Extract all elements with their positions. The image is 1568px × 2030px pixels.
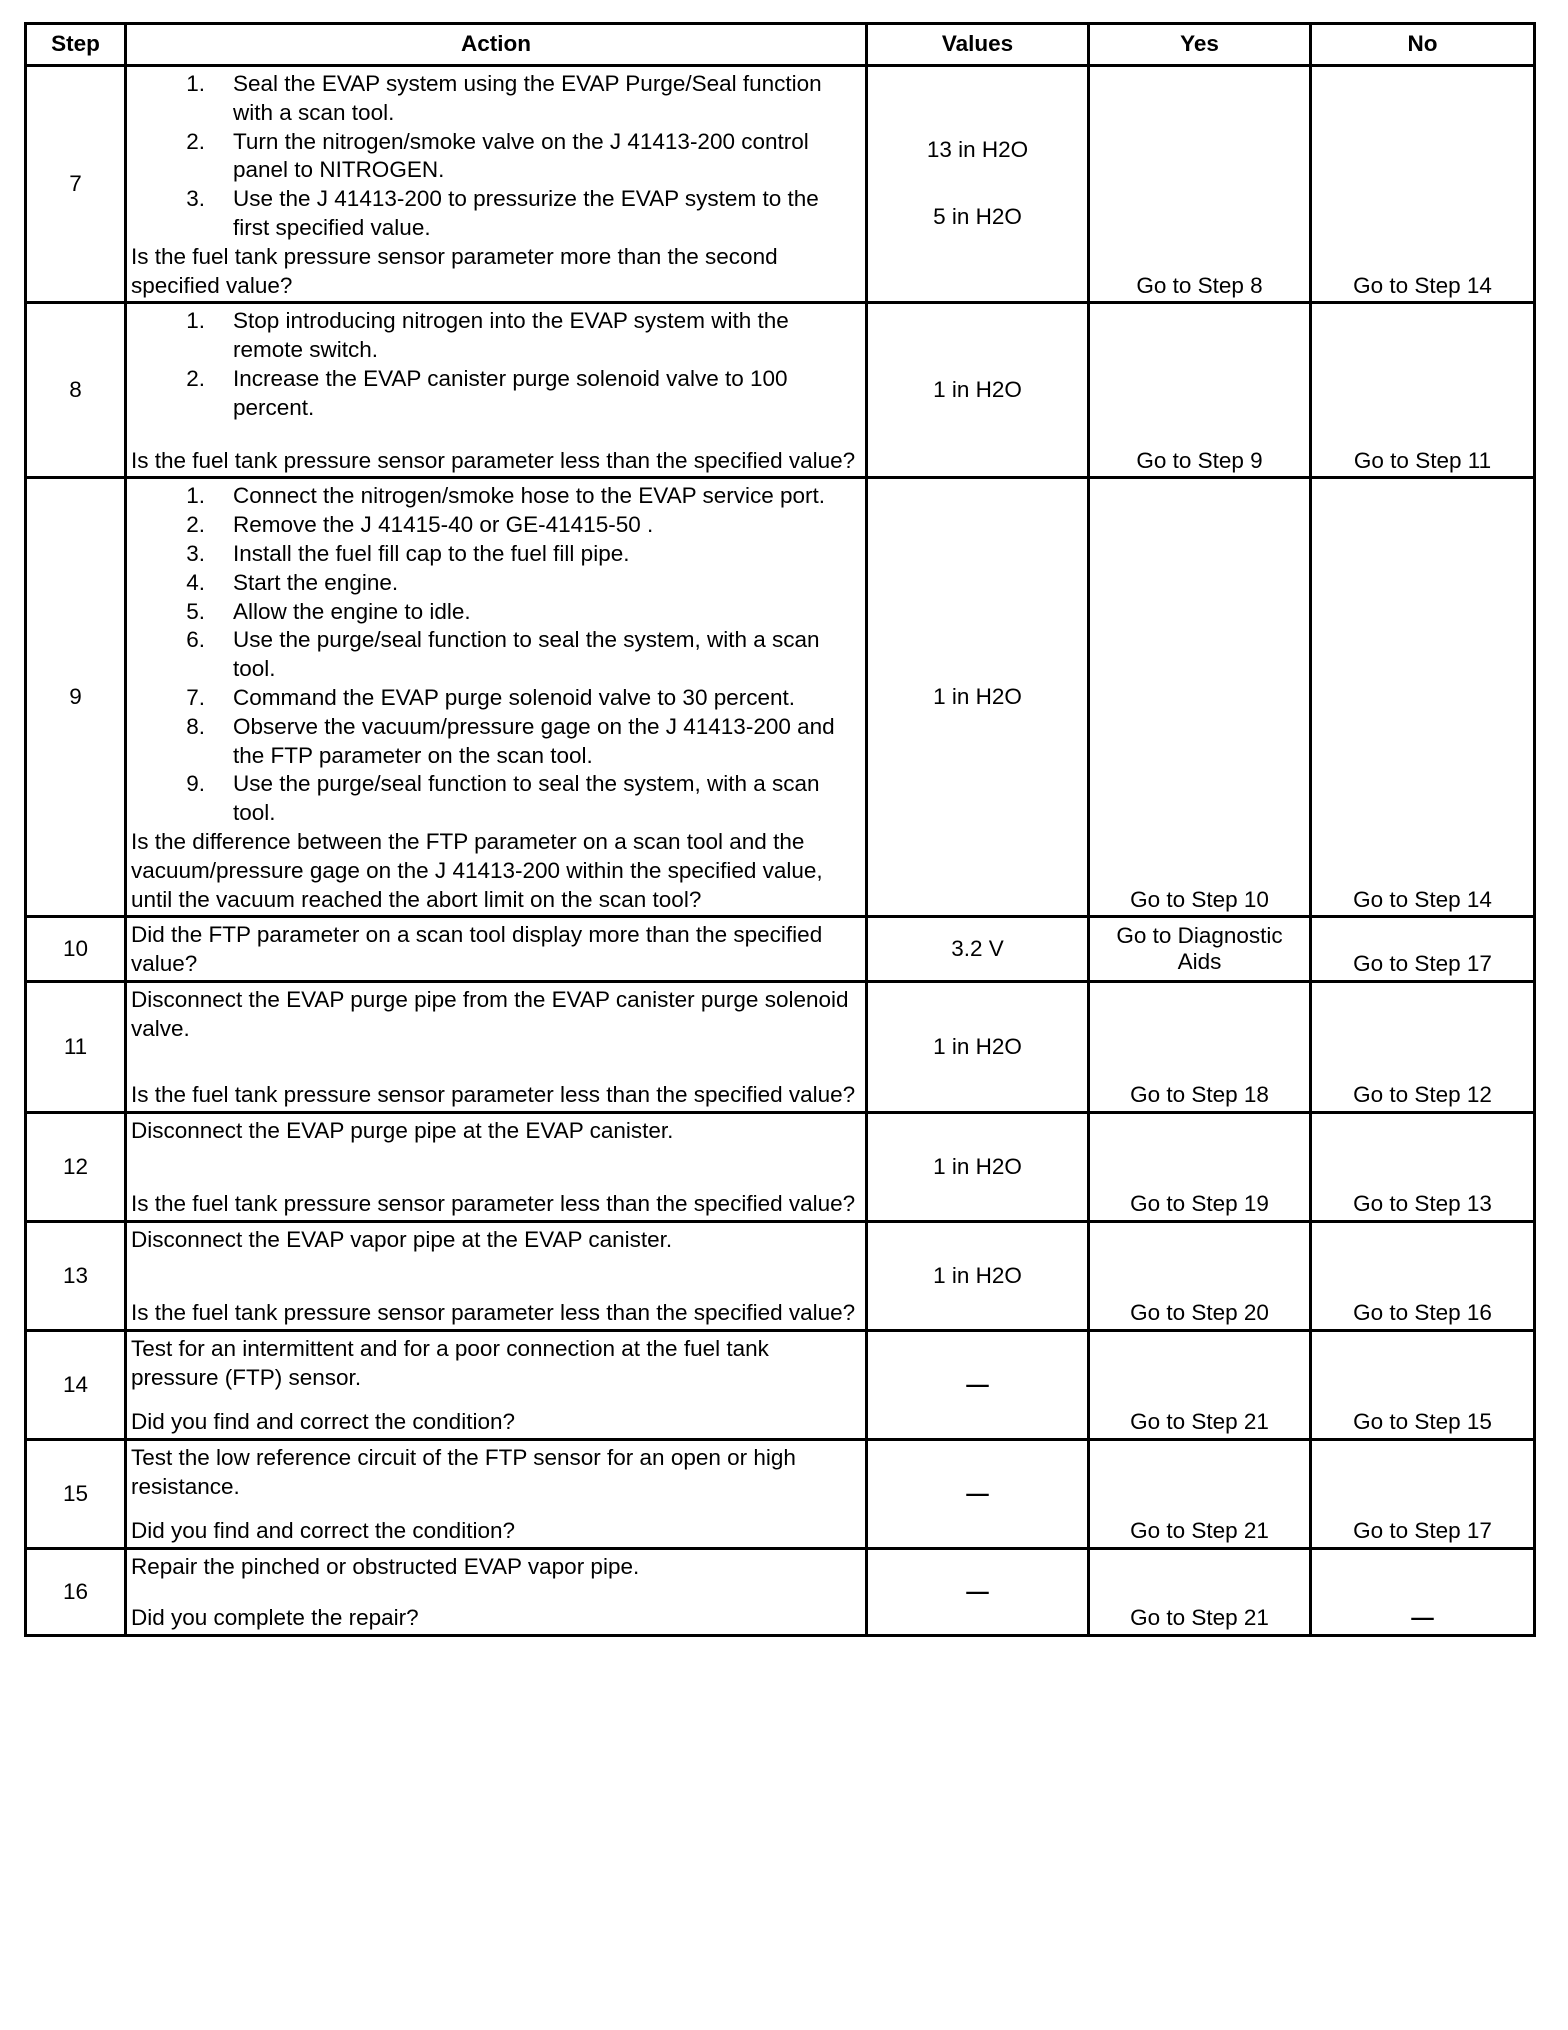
instruction-list — [131, 307, 861, 422]
action-cell — [126, 1439, 867, 1548]
spec-value: — — [966, 1480, 989, 1506]
list-item-number: 2. — [186, 128, 205, 154]
list-item-text: Start the engine. — [233, 569, 399, 595]
no-result: Go to Step 15 — [1311, 1330, 1535, 1439]
spec-value: 13 in H2O — [926, 137, 1029, 163]
spec-value: 1 in H2O — [933, 1262, 1022, 1288]
list-item-number: 4. — [186, 569, 205, 595]
list-item — [131, 70, 861, 128]
no-result: Go to Step 13 — [1311, 1112, 1535, 1221]
action-cell — [126, 1548, 867, 1635]
yes-result: Go to Step 8 — [1089, 66, 1311, 303]
list-item — [131, 598, 861, 627]
action-cell — [126, 303, 867, 478]
list-item-number: 5. — [186, 598, 205, 624]
header-no: No — [1311, 24, 1535, 66]
list-item-number: 2. — [186, 512, 205, 538]
values-cell — [867, 1548, 1089, 1635]
no-result: — — [1311, 1548, 1535, 1635]
list-item-number: 3. — [186, 540, 205, 566]
list-item-number: 1. — [186, 483, 205, 509]
action-question: Is the fuel tank pressure sensor parameter less than the specified value? — [131, 447, 856, 473]
action-instructions — [131, 1553, 861, 1582]
action-cell — [126, 981, 867, 1112]
action-question: Did you find and correct the condition? — [131, 1518, 515, 1544]
action-question: Did you complete the repair? — [131, 1605, 419, 1631]
list-item-number: 1. — [186, 308, 205, 334]
action-content — [131, 70, 861, 300]
action-content — [131, 307, 861, 475]
yes-result: Go to Step 21 — [1089, 1439, 1311, 1548]
action-instructions — [131, 1335, 861, 1393]
step-number: 12 — [26, 1112, 126, 1221]
step-number: 7 — [26, 66, 126, 303]
action-content — [131, 1444, 861, 1546]
list-item-text: Use the J 41413-200 to pressurize the EVAP system to the first specified value. — [233, 186, 819, 240]
list-item — [131, 185, 861, 243]
list-item-text: Command the EVAP purge solenoid valve to 30 percent. — [233, 684, 796, 710]
action-instructions — [131, 70, 861, 243]
spec-value: 5 in H2O — [933, 204, 1022, 230]
list-item-number: 6. — [186, 627, 205, 653]
values-cell — [867, 1221, 1089, 1330]
list-item-text: Install the fuel fill cap to the fuel fill pipe. — [233, 540, 630, 566]
table-row — [26, 1221, 1535, 1330]
table-row — [26, 1330, 1535, 1439]
yes-result: Go to Step 21 — [1089, 1548, 1311, 1635]
step-number: 13 — [26, 1221, 126, 1330]
step-number: 8 — [26, 303, 126, 478]
action-lead-text: Repair the pinched or obstructed EVAP vapor pipe. — [131, 1553, 640, 1579]
no-result: Go to Step 14 — [1311, 478, 1535, 917]
values-cell — [867, 1439, 1089, 1548]
action-content — [131, 482, 861, 914]
action-instructions — [131, 1117, 861, 1146]
action-question: Did the FTP parameter on a scan tool display more than the specified value? — [131, 922, 823, 977]
list-item — [131, 684, 861, 713]
action-question: Is the fuel tank pressure sensor parameter less than the specified value? — [131, 1082, 856, 1108]
action-cell — [126, 1112, 867, 1221]
header-action: Action — [126, 24, 867, 66]
no-result: Go to Step 16 — [1311, 1221, 1535, 1330]
action-lead-text: Disconnect the EVAP vapor pipe at the EVAP canister. — [131, 1226, 673, 1252]
action-cell — [126, 66, 867, 303]
header-values: Values — [867, 24, 1089, 66]
action-cell — [126, 1330, 867, 1439]
no-result: Go to Step 17 — [1311, 1439, 1535, 1548]
action-question: Is the difference between the FTP parameter on a scan tool and the vacuum/pressure gage on the J 41413-200 within the specified value, until the vacuum reached the abort limit on the scan tool? — [131, 828, 823, 912]
action-content — [131, 1117, 861, 1219]
list-item-number: 8. — [186, 713, 205, 739]
spec-value: 3.2 V — [951, 935, 1004, 961]
list-item — [131, 128, 861, 186]
list-item-text: Observe the vacuum/pressure gage on the J 41413-200 and the FTP parameter on the scan tool. — [233, 713, 835, 768]
yes-result: Go to Step 20 — [1089, 1221, 1311, 1330]
list-item-text: Use the purge/seal function to seal the system, with a scan tool. — [233, 771, 820, 826]
list-item-number: 9. — [186, 771, 205, 797]
action-content — [131, 1226, 861, 1328]
no-result: Go to Step 11 — [1311, 303, 1535, 478]
list-item — [131, 569, 861, 598]
spec-value: 1 in H2O — [933, 1153, 1022, 1179]
action-lead-text: Disconnect the EVAP purge pipe from the EVAP canister purge solenoid valve. — [131, 986, 849, 1041]
list-item-number: 7. — [186, 684, 205, 710]
no-result: Go to Step 12 — [1311, 981, 1535, 1112]
action-instructions — [131, 1444, 861, 1502]
action-instructions — [131, 482, 861, 828]
no-result: Go to Step 17 — [1311, 917, 1535, 982]
list-item-number: 2. — [186, 365, 205, 391]
list-item-text: Use the purge/seal function to seal the system, with a scan tool. — [233, 627, 820, 682]
yes-result: Go to Step 18 — [1089, 981, 1311, 1112]
list-item — [131, 511, 861, 540]
diagnostic-table — [24, 22, 1536, 1637]
action-instructions — [131, 986, 861, 1044]
list-item-text: Remove the J 41415-40 or GE-41415-50 . — [233, 512, 654, 538]
spec-value: 1 in H2O — [933, 376, 1022, 402]
values-cell — [867, 981, 1089, 1112]
action-cell — [126, 478, 867, 917]
table-row — [26, 303, 1535, 478]
list-item-text: Increase the EVAP canister purge solenoid valve to 100 percent. — [233, 365, 788, 420]
action-lead-text: Test for an intermittent and for a poor connection at the fuel tank pressure (FTP) sensor. — [131, 1335, 769, 1390]
values-cell — [867, 478, 1089, 917]
action-question: Is the fuel tank pressure sensor parameter less than the specified value? — [131, 1191, 856, 1217]
action-instructions — [131, 1226, 861, 1255]
step-number: 11 — [26, 981, 126, 1112]
table-row — [26, 917, 1535, 982]
step-number: 15 — [26, 1439, 126, 1548]
list-item-text: Seal the EVAP system using the EVAP Purge/Seal function with a scan tool. — [233, 71, 822, 125]
values-cell — [867, 66, 1089, 303]
action-content — [131, 921, 861, 979]
action-content — [131, 1335, 861, 1437]
step-number: 16 — [26, 1548, 126, 1635]
header-yes: Yes — [1089, 24, 1311, 66]
list-item-number: 1. — [186, 71, 205, 96]
action-instructions — [131, 307, 861, 422]
action-lead-text: Disconnect the EVAP purge pipe at the EVAP canister. — [131, 1117, 674, 1143]
values-cell — [867, 1330, 1089, 1439]
action-cell — [126, 1221, 867, 1330]
table-row — [26, 1439, 1535, 1548]
header-step: Step — [26, 24, 126, 66]
header-row — [26, 24, 1535, 66]
table-row — [26, 1548, 1535, 1635]
action-content — [131, 986, 861, 1110]
table-row — [26, 478, 1535, 917]
table-row — [26, 1112, 1535, 1221]
step-number: 10 — [26, 917, 126, 982]
list-item — [131, 540, 861, 569]
action-question: Is the fuel tank pressure sensor parameter less than the specified value? — [131, 1300, 856, 1326]
list-item — [131, 307, 861, 365]
list-item — [131, 770, 861, 828]
spec-value: 1 in H2O — [933, 1033, 1022, 1059]
value-spacer — [868, 165, 1087, 203]
spec-value: 1 in H2O — [933, 683, 1022, 709]
table-row — [26, 981, 1535, 1112]
no-result: Go to Step 14 — [1311, 66, 1535, 303]
step-number: 14 — [26, 1330, 126, 1439]
spec-value: — — [966, 1371, 989, 1397]
list-item — [131, 482, 861, 511]
instruction-list — [131, 482, 861, 828]
list-item-text: Connect the nitrogen/smoke hose to the EVAP service port. — [233, 483, 825, 509]
values-cell — [867, 1112, 1089, 1221]
yes-result: Go to Step 21 — [1089, 1330, 1311, 1439]
values-cell — [867, 303, 1089, 478]
list-item-text: Turn the nitrogen/smoke valve on the J 41413-200 control panel to NITROGEN. — [233, 128, 809, 183]
instruction-list — [131, 70, 861, 243]
action-question: Is the fuel tank pressure sensor parameter more than the second specified value? — [131, 243, 778, 298]
list-item-text: Stop introducing nitrogen into the EVAP system with the remote switch. — [233, 308, 789, 363]
yes-result: Go to Step 10 — [1089, 478, 1311, 917]
action-cell — [126, 917, 867, 982]
step-number: 9 — [26, 478, 126, 917]
yes-result: Go to Step 9 — [1089, 303, 1311, 478]
action-lead-text: Test the low reference circuit of the FTP sensor for an open or high resistance. — [131, 1444, 796, 1499]
action-content — [131, 1553, 861, 1633]
yes-result: Go to Diagnostic Aids — [1089, 917, 1311, 982]
list-item — [131, 626, 861, 684]
list-item — [131, 365, 861, 423]
list-item-number: 3. — [186, 186, 205, 212]
values-cell — [867, 917, 1089, 982]
action-question: Did you find and correct the condition? — [131, 1409, 515, 1435]
yes-result: Go to Step 19 — [1089, 1112, 1311, 1221]
spec-value: — — [966, 1578, 989, 1604]
list-item — [131, 713, 861, 771]
list-item-text: Allow the engine to idle. — [233, 598, 471, 624]
table-row — [26, 66, 1535, 303]
